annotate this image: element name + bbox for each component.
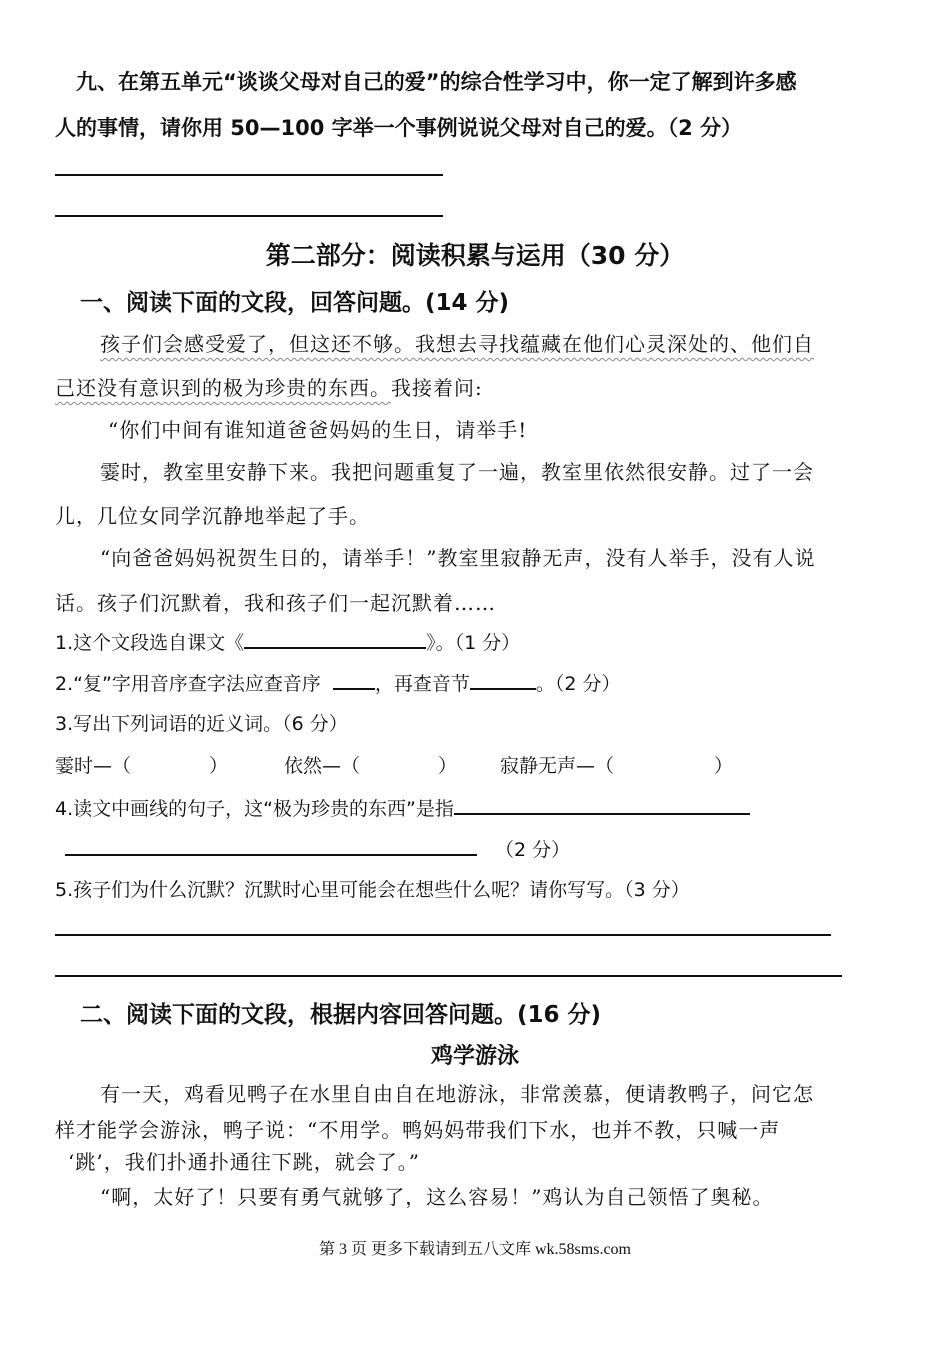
reading1-p2: “你们中间有谁知道爸爸妈妈的生日，请举手!	[108, 418, 528, 442]
q4-answer-blank-2[interactable]	[65, 834, 477, 856]
q2-mid: ，再查音节	[374, 673, 470, 695]
reading1-p3-line1: 霎时，教室里安静下来。我把问题重复了一遍，教室里依然很安静。过了一会	[100, 460, 814, 484]
q3-word2-close: ）	[438, 755, 458, 777]
page-footer: 第 3 页 更多下载请到五八文库 wk.58sms.com	[318, 1241, 631, 1258]
reading2-p1-line1: 有一天，鸡看见鸭子在水里自由自在地游泳，非常羡慕，便请教鸭子，问它怎	[100, 1082, 814, 1106]
q2	[55, 668, 620, 696]
reading1-p3-line2: 儿，几位女同学沉静地举起了手。	[55, 504, 370, 528]
q2-suffix: 。（2 分）	[535, 673, 621, 695]
q4	[55, 793, 750, 821]
q4-score: （2 分）	[495, 839, 571, 861]
reading1-p4-line2: 话。孩子们沉默着，我和孩子们一起沉默着……	[55, 591, 496, 615]
q2-letter-blank[interactable]	[333, 668, 375, 690]
q1-answer-blank[interactable]	[244, 627, 426, 649]
q2-prefix: 2.“复”字用音序查字法应查音序	[55, 673, 321, 695]
q9-line2: 人的事情，请你用 50—100 字举一个事例说说父母对自己的爱。（2 分）	[55, 116, 743, 140]
reading2-p2: “啊，太好了！只要有勇气就够了，这么容易！”鸡认为自己领悟了奥秘。	[100, 1185, 774, 1209]
reading2-title: 二、阅读下面的文段，根据内容回答问题。(16 分)	[80, 1002, 602, 1028]
q3-word2-label: 依然—（	[284, 755, 361, 777]
reading1-p1-line1	[100, 328, 814, 357]
q4-line2	[65, 834, 570, 862]
q1-prefix: 1.这个文段选自课文《	[55, 632, 245, 654]
q3-word2	[284, 751, 457, 778]
q3-word3-label: 寂静无声—（	[500, 755, 615, 777]
q3: 3.写出下列词语的近义词。（6 分）	[55, 713, 348, 735]
q5-answer-line-1[interactable]	[55, 934, 831, 936]
reading1-title: 一、阅读下面的文段，回答问题。(14 分)	[80, 290, 510, 316]
q3-word1-close: ）	[209, 755, 229, 777]
part2-title: 第二部分：阅读积累与运用（30 分）	[265, 241, 685, 270]
story-title: 鸡学游泳	[430, 1044, 519, 1069]
q9-line1: 九、在第五单元“谈谈父母对自己的爱”的综合性学习中，你一定了解到许多感	[76, 70, 797, 94]
q3-word3	[500, 751, 733, 778]
q1-suffix: 》。（1 分）	[426, 632, 521, 654]
q1	[55, 627, 520, 655]
q2-syllable-blank[interactable]	[470, 668, 536, 690]
q4-prefix: 4.读文中画线的句子，这“极为珍贵的东西”是指	[55, 798, 454, 820]
q4-answer-blank-1[interactable]	[454, 793, 750, 815]
reading1-p4-line1: “向爸爸妈妈祝贺生日的，请举手！”教室里寂静无声，没有人举手，没有人说	[100, 546, 816, 570]
q5: 5.孩子们为什么沉默？沉默时心里可能会在想些什么呢？请你写写。（3 分）	[55, 879, 690, 901]
reading2-p1-line3: ‘跳’，我们扑通扑通往下跳，就会了。”	[68, 1150, 420, 1174]
q3-word1-label: 霎时—（	[55, 755, 132, 777]
underlined-sentence-part1: 孩子们会感受爱了，但这还不够。我想去寻找蕴藏在他们心灵深处的、他们自	[100, 332, 814, 356]
q9-answer-line-2[interactable]	[55, 215, 443, 217]
q3-word3-close: ）	[714, 755, 734, 777]
reading2-p1-line2: 样才能学会游泳，鸭子说：“不用学。鸭妈妈带我们下水，也并不教，只喊一声	[55, 1118, 781, 1142]
underlined-sentence-part2: 己还没有意识到的极为珍贵的东西。	[55, 376, 391, 400]
reading1-p1-line2	[55, 372, 483, 401]
q9-answer-line-1[interactable]	[55, 174, 443, 176]
q3-word1	[55, 751, 228, 778]
reading1-p1-line2-rest: 我接着问:	[391, 376, 483, 400]
q5-answer-line-2[interactable]	[55, 975, 842, 977]
